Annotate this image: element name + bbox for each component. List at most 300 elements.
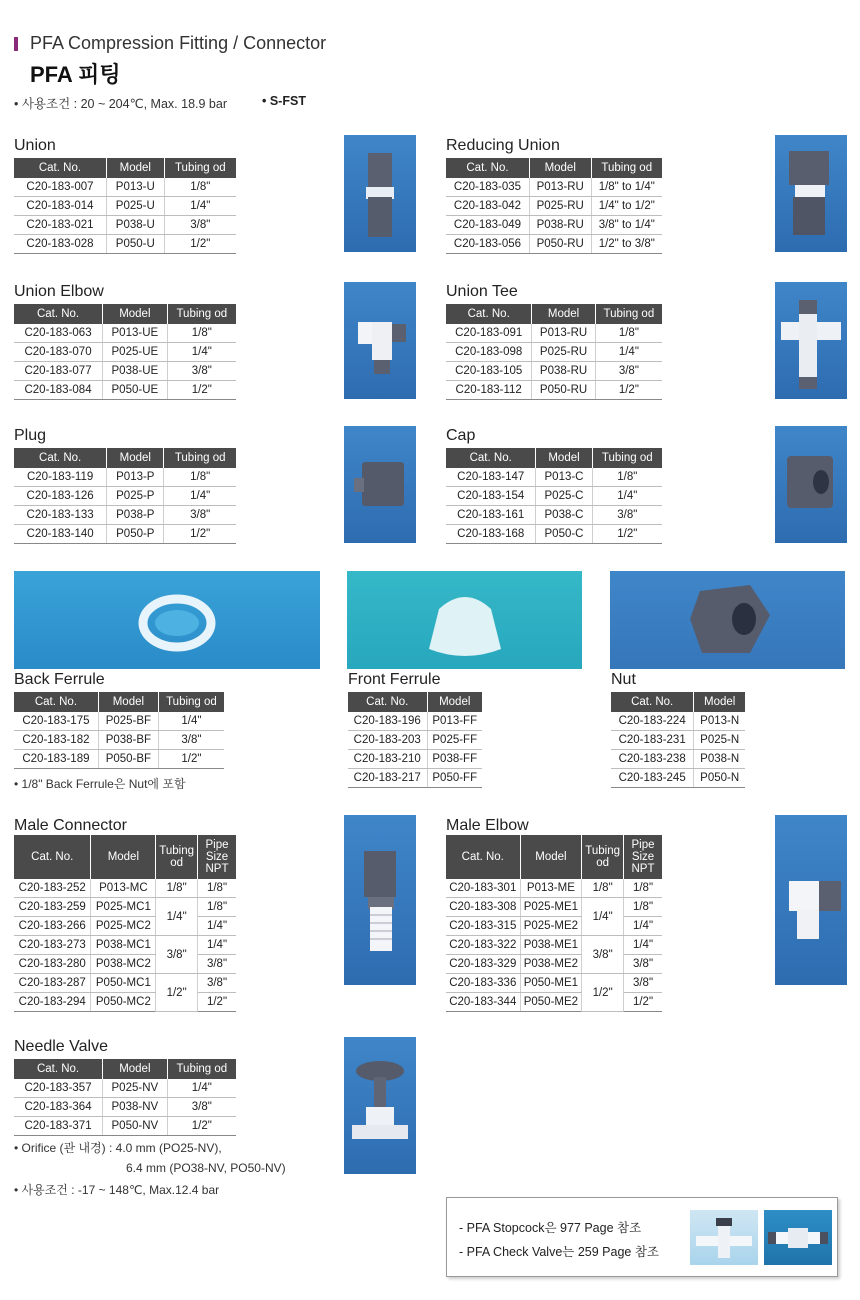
table-row xyxy=(446,178,662,197)
table-row xyxy=(14,362,236,381)
table-cell: P025-C xyxy=(536,487,592,506)
table-cell: C20-183-322 xyxy=(446,936,520,955)
table-cell: P038-RU xyxy=(529,216,591,235)
table-cell: C20-183-364 xyxy=(14,1098,103,1117)
table-cell: C20-183-189 xyxy=(14,750,98,769)
table-cell: P050-ME1 xyxy=(520,974,582,993)
table-cell: P050-RU xyxy=(529,235,591,254)
table-cell: C20-183-182 xyxy=(14,731,98,750)
column-header: Cat. No. xyxy=(14,158,106,178)
table-cell: 1/2" xyxy=(167,381,236,400)
table-cell: 3/8" xyxy=(582,936,624,974)
table-cell: C20-183-259 xyxy=(14,898,91,917)
needle-valve-photo xyxy=(344,1037,416,1174)
table-cell: P013-N xyxy=(694,712,745,731)
union-tee-table xyxy=(446,304,662,400)
table-row xyxy=(14,898,236,917)
table-cell: C20-183-252 xyxy=(14,879,91,898)
table-row xyxy=(14,197,236,216)
table-cell: 1/4" xyxy=(582,898,624,936)
table-cell: 1/4" to 1/2" xyxy=(591,197,662,216)
table-header-row xyxy=(446,448,662,468)
table-row xyxy=(14,1079,236,1098)
table-row xyxy=(446,525,662,544)
table-cell: P038-ME1 xyxy=(520,936,582,955)
male-elbow-title: Male Elbow xyxy=(446,817,529,834)
table-header-row xyxy=(348,692,482,712)
table-cell: 1/4" xyxy=(156,898,198,936)
table-cell: C20-183-049 xyxy=(446,216,529,235)
table-cell: C20-183-126 xyxy=(14,487,107,506)
table-header-row xyxy=(611,692,745,712)
table-cell: P013-RU xyxy=(529,178,591,197)
table-cell: 1/2" xyxy=(198,993,237,1012)
back-ferrule-note: • 1/8" Back Ferrule은 Nut에 포함 xyxy=(14,777,186,791)
table-cell: P013-C xyxy=(536,468,592,487)
table-row xyxy=(446,936,662,955)
table-cell: P013-MC xyxy=(91,879,156,898)
table-row xyxy=(14,324,236,343)
reference-box xyxy=(446,1197,838,1277)
table-row xyxy=(446,974,662,993)
table-row xyxy=(446,917,662,936)
table-row xyxy=(446,879,662,898)
table-cell: 3/8" xyxy=(158,731,224,750)
table-cell: 3/8" xyxy=(624,974,663,993)
table-cell: P050-P xyxy=(107,525,164,544)
table-row xyxy=(611,750,745,769)
needle-valve-orifice-note-2: 6.4 mm (PO38-NV, PO50-NV) xyxy=(126,1161,286,1175)
table-cell: P038-N xyxy=(694,750,745,769)
column-header: Tubing od xyxy=(164,448,236,468)
table-cell: P013-P xyxy=(107,468,164,487)
nut-photo xyxy=(610,571,845,669)
table-cell: 3/8" xyxy=(167,1098,236,1117)
table-cell: P038-MC2 xyxy=(91,955,156,974)
table-row xyxy=(446,197,662,216)
table-row xyxy=(14,1098,236,1117)
table-cell: C20-183-238 xyxy=(611,750,694,769)
table-cell: P050-BF xyxy=(98,750,158,769)
table-cell: 1/2" xyxy=(158,750,224,769)
table-cell: 3/8" xyxy=(167,362,236,381)
table-cell: C20-183-266 xyxy=(14,917,91,936)
table-cell: 1/4" xyxy=(164,487,236,506)
table-cell: P050-ME2 xyxy=(520,993,582,1012)
table-row xyxy=(14,712,224,731)
table-cell: C20-183-196 xyxy=(348,712,427,731)
table-row xyxy=(14,879,236,898)
column-header: Model xyxy=(529,158,591,178)
table-cell: 1/2" xyxy=(164,235,236,254)
table-row xyxy=(348,750,482,769)
table-row xyxy=(446,506,662,525)
table-row xyxy=(611,731,745,750)
table-row xyxy=(14,216,236,235)
stopcock-reference: - PFA Stopcock은 977 Page 참조 xyxy=(459,1221,642,1235)
union-elbow-title: Union Elbow xyxy=(14,283,104,300)
union-elbow-table xyxy=(14,304,236,400)
table-cell: P038-U xyxy=(106,216,164,235)
table-cell: P038-BF xyxy=(98,731,158,750)
table-cell: 1/8" xyxy=(156,879,198,898)
column-header: Cat. No. xyxy=(446,304,532,324)
plug-table xyxy=(14,448,236,544)
column-header: Cat. No. xyxy=(446,835,520,879)
table-cell: C20-183-035 xyxy=(446,178,529,197)
table-cell: P013-U xyxy=(106,178,164,197)
table-row xyxy=(14,731,224,750)
union-table xyxy=(14,158,236,254)
table-cell: C20-183-344 xyxy=(446,993,520,1012)
table-row xyxy=(446,468,662,487)
table-cell: P013-FF xyxy=(427,712,482,731)
male-connector-title: Male Connector xyxy=(14,817,127,834)
table-cell: 1/2" xyxy=(592,525,662,544)
back-ferrule-photo xyxy=(14,571,320,669)
table-row xyxy=(446,955,662,974)
table-cell: 1/4" xyxy=(167,1079,236,1098)
table-header-row xyxy=(14,448,236,468)
table-cell: 1/8" xyxy=(624,879,663,898)
table-cell: 3/8" xyxy=(156,936,198,974)
table-cell: C20-183-203 xyxy=(348,731,427,750)
column-header: Cat. No. xyxy=(14,692,98,712)
needle-valve-orifice-note: • Orifice (관 내경) : 4.0 mm (PO25-NV), xyxy=(14,1141,222,1155)
check-valve-photo xyxy=(764,1210,832,1265)
table-cell: P038-MC1 xyxy=(91,936,156,955)
table-row xyxy=(14,1117,236,1136)
table-cell: P038-FF xyxy=(427,750,482,769)
table-row xyxy=(14,381,236,400)
table-row xyxy=(446,235,662,254)
table-cell: C20-183-042 xyxy=(446,197,529,216)
table-row xyxy=(14,750,224,769)
column-header: Cat. No. xyxy=(14,835,91,879)
table-row xyxy=(14,525,236,544)
table-cell: 1/2" to 3/8" xyxy=(591,235,662,254)
table-cell: P050-NV xyxy=(103,1117,168,1136)
table-header-row xyxy=(14,304,236,324)
table-cell: C20-183-301 xyxy=(446,879,520,898)
table-cell: 3/8" xyxy=(592,506,662,525)
nut-table xyxy=(611,692,745,788)
column-header: Pipe Size NPT xyxy=(198,835,237,879)
stopcock-photo xyxy=(690,1210,758,1265)
table-cell: P025-MC1 xyxy=(91,898,156,917)
column-header: Tubing od xyxy=(592,448,662,468)
table-row xyxy=(348,731,482,750)
table-cell: C20-183-357 xyxy=(14,1079,103,1098)
column-header: Model xyxy=(536,448,592,468)
male-connector-table xyxy=(14,835,236,1012)
column-header: Cat. No. xyxy=(14,1059,103,1079)
table-cell: C20-183-245 xyxy=(611,769,694,788)
table-row xyxy=(446,993,662,1012)
reducing-union-photo xyxy=(775,135,847,252)
cap-photo xyxy=(775,426,847,543)
column-header: Pipe Size NPT xyxy=(624,835,663,879)
page-title-en: PFA Compression Fitting / Connector xyxy=(30,33,327,53)
column-header: Tubing od xyxy=(156,835,198,879)
table-row xyxy=(14,936,236,955)
table-cell: 1/2" xyxy=(595,381,662,400)
table-cell: C20-183-119 xyxy=(14,468,107,487)
table-cell: C20-183-175 xyxy=(14,712,98,731)
table-cell: P025-FF xyxy=(427,731,482,750)
column-header: Model xyxy=(91,835,156,879)
table-cell: C20-183-224 xyxy=(611,712,694,731)
table-cell: 3/8" xyxy=(198,974,237,993)
column-header: Model xyxy=(532,304,595,324)
table-header-row xyxy=(14,835,236,879)
table-cell: P025-NV xyxy=(103,1079,168,1098)
table-cell: 1/2" xyxy=(167,1117,236,1136)
male-elbow-photo xyxy=(775,815,847,985)
table-cell: 1/2" xyxy=(582,974,624,1012)
table-cell: 1/8" xyxy=(582,879,624,898)
table-header-row xyxy=(14,1059,236,1079)
table-cell: C20-183-140 xyxy=(14,525,107,544)
table-cell: 1/8" xyxy=(164,468,236,487)
table-cell: P025-RU xyxy=(529,197,591,216)
table-row xyxy=(446,362,662,381)
table-cell: 1/4" xyxy=(592,487,662,506)
cap-table xyxy=(446,448,662,544)
table-cell: 3/8" xyxy=(164,506,236,525)
table-cell: 1/8" xyxy=(592,468,662,487)
table-cell: P025-UE xyxy=(103,343,168,362)
table-cell: 1/8" xyxy=(198,898,237,917)
table-cell: C20-183-133 xyxy=(14,506,107,525)
table-row xyxy=(446,343,662,362)
table-cell: C20-183-112 xyxy=(446,381,532,400)
table-cell: P025-BF xyxy=(98,712,158,731)
nut-title: Nut xyxy=(611,671,636,688)
table-cell: P038-UE xyxy=(103,362,168,381)
table-row xyxy=(446,487,662,506)
table-cell: P038-P xyxy=(107,506,164,525)
table-cell: C20-183-287 xyxy=(14,974,91,993)
table-cell: C20-183-063 xyxy=(14,324,103,343)
table-row xyxy=(446,324,662,343)
table-cell: P050-UE xyxy=(103,381,168,400)
table-cell: P050-C xyxy=(536,525,592,544)
table-row xyxy=(14,974,236,993)
union-title: Union xyxy=(14,137,56,154)
column-header: Tubing od xyxy=(167,1059,236,1079)
plug-title: Plug xyxy=(14,427,47,444)
table-cell: P025-RU xyxy=(532,343,595,362)
table-header-row xyxy=(14,158,236,178)
table-cell: C20-183-329 xyxy=(446,955,520,974)
column-header: Cat. No. xyxy=(446,158,529,178)
table-header-row xyxy=(446,158,662,178)
table-cell: C20-183-154 xyxy=(446,487,536,506)
table-cell: P050-RU xyxy=(532,381,595,400)
column-header: Tubing od xyxy=(167,304,236,324)
table-cell: C20-183-084 xyxy=(14,381,103,400)
table-cell: 1/8" xyxy=(595,324,662,343)
table-cell: C20-183-028 xyxy=(14,235,106,254)
table-row xyxy=(14,235,236,254)
column-header: Model xyxy=(520,835,582,879)
column-header: Cat. No. xyxy=(446,448,536,468)
table-cell: C20-183-077 xyxy=(14,362,103,381)
usage-condition: • 사용조건 : 20 ~ 204℃, Max. 18.9 bar xyxy=(14,97,227,111)
table-cell: 1/4" xyxy=(595,343,662,362)
table-cell: C20-183-280 xyxy=(14,955,91,974)
table-header-row xyxy=(14,692,224,712)
page-title-ko: PFA 피팅 xyxy=(30,62,121,87)
column-header: Tubing od xyxy=(591,158,662,178)
table-cell: P050-U xyxy=(106,235,164,254)
union-tee-title: Union Tee xyxy=(446,283,518,300)
table-header-row xyxy=(446,304,662,324)
table-cell: P025-P xyxy=(107,487,164,506)
table-cell: C20-183-217 xyxy=(348,769,427,788)
male-elbow-table xyxy=(446,835,662,1012)
table-cell: 1/8" to 1/4" xyxy=(591,178,662,197)
front-ferrule-table xyxy=(348,692,482,788)
table-header-row xyxy=(446,835,662,879)
table-row xyxy=(446,216,662,235)
table-cell: C20-183-161 xyxy=(446,506,536,525)
table-cell: 1/8" xyxy=(624,898,663,917)
series-label: • S-FST xyxy=(262,94,306,108)
needle-valve-condition-note: • 사용조건 : -17 ~ 148℃, Max.12.4 bar xyxy=(14,1183,220,1197)
table-cell: 1/4" xyxy=(164,197,236,216)
table-cell: P038-ME2 xyxy=(520,955,582,974)
table-row xyxy=(14,955,236,974)
table-cell: C20-183-098 xyxy=(446,343,532,362)
table-cell: 1/2" xyxy=(156,974,198,1012)
column-header: Model xyxy=(106,158,164,178)
table-cell: C20-183-091 xyxy=(446,324,532,343)
table-row xyxy=(446,381,662,400)
table-cell: 1/4" xyxy=(167,343,236,362)
table-cell: C20-183-007 xyxy=(14,178,106,197)
table-cell: C20-183-021 xyxy=(14,216,106,235)
table-cell: C20-183-056 xyxy=(446,235,529,254)
column-header: Model xyxy=(103,1059,168,1079)
cap-title: Cap xyxy=(446,427,476,444)
table-cell: 1/4" xyxy=(624,936,663,955)
table-row xyxy=(14,917,236,936)
table-cell: C20-183-210 xyxy=(348,750,427,769)
title-accent-bar xyxy=(14,37,18,51)
table-cell: 3/8" xyxy=(164,216,236,235)
table-cell: 1/8" xyxy=(198,879,237,898)
table-cell: 1/2" xyxy=(624,993,663,1012)
male-connector-photo xyxy=(344,815,416,985)
table-cell: P025-ME1 xyxy=(520,898,582,917)
table-cell: P050-MC1 xyxy=(91,974,156,993)
front-ferrule-title: Front Ferrule xyxy=(348,671,441,688)
table-row xyxy=(14,487,236,506)
table-row xyxy=(348,712,482,731)
table-row xyxy=(14,178,236,197)
column-header: Model xyxy=(694,692,745,712)
table-cell: C20-183-147 xyxy=(446,468,536,487)
table-cell: P038-RU xyxy=(532,362,595,381)
column-header: Model xyxy=(427,692,482,712)
table-cell: P013-RU xyxy=(532,324,595,343)
table-cell: C20-183-168 xyxy=(446,525,536,544)
table-cell: C20-183-315 xyxy=(446,917,520,936)
table-cell: 1/4" xyxy=(624,917,663,936)
table-cell: 1/8" xyxy=(167,324,236,343)
table-cell: C20-183-308 xyxy=(446,898,520,917)
column-header: Model xyxy=(107,448,164,468)
table-cell: P013-UE xyxy=(103,324,168,343)
table-cell: 1/4" xyxy=(158,712,224,731)
table-row xyxy=(14,343,236,362)
table-cell: P025-ME2 xyxy=(520,917,582,936)
table-row xyxy=(611,712,745,731)
table-row xyxy=(14,993,236,1012)
table-row xyxy=(14,506,236,525)
table-cell: C20-183-273 xyxy=(14,936,91,955)
table-cell: P013-ME xyxy=(520,879,582,898)
table-cell: C20-183-105 xyxy=(446,362,532,381)
table-cell: C20-183-070 xyxy=(14,343,103,362)
table-row xyxy=(348,769,482,788)
union-tee-photo xyxy=(775,282,847,399)
table-cell: 3/8" xyxy=(198,955,237,974)
plug-photo xyxy=(344,426,416,543)
needle-valve-title: Needle Valve xyxy=(14,1038,108,1055)
front-ferrule-photo xyxy=(347,571,582,669)
reducing-union-title: Reducing Union xyxy=(446,137,560,154)
back-ferrule-title: Back Ferrule xyxy=(14,671,105,688)
table-cell: C20-183-371 xyxy=(14,1117,103,1136)
reducing-union-table xyxy=(446,158,662,254)
table-cell: P050-N xyxy=(694,769,745,788)
column-header: Tubing od xyxy=(582,835,624,879)
table-cell: 3/8" xyxy=(595,362,662,381)
table-cell: C20-183-231 xyxy=(611,731,694,750)
column-header: Tubing od xyxy=(164,158,236,178)
back-ferrule-table xyxy=(14,692,224,769)
check-valve-reference: - PFA Check Valve는 259 Page 참조 xyxy=(459,1245,659,1259)
table-cell: 1/4" xyxy=(198,936,237,955)
column-header: Tubing od xyxy=(158,692,224,712)
column-header: Cat. No. xyxy=(14,448,107,468)
table-cell: 1/2" xyxy=(164,525,236,544)
table-cell: P050-MC2 xyxy=(91,993,156,1012)
table-cell: P038-NV xyxy=(103,1098,168,1117)
table-cell: P025-U xyxy=(106,197,164,216)
union-photo xyxy=(344,135,416,252)
table-cell: P025-MC2 xyxy=(91,917,156,936)
column-header: Cat. No. xyxy=(348,692,427,712)
table-cell: C20-183-294 xyxy=(14,993,91,1012)
table-cell: P050-FF xyxy=(427,769,482,788)
table-cell: 3/8" to 1/4" xyxy=(591,216,662,235)
union-elbow-photo xyxy=(344,282,416,399)
column-header: Model xyxy=(98,692,158,712)
table-row xyxy=(446,898,662,917)
table-cell: C20-183-336 xyxy=(446,974,520,993)
table-cell: 1/4" xyxy=(198,917,237,936)
table-cell: 3/8" xyxy=(624,955,663,974)
table-cell: P038-C xyxy=(536,506,592,525)
table-cell: C20-183-014 xyxy=(14,197,106,216)
column-header: Model xyxy=(103,304,168,324)
needle-valve-table xyxy=(14,1059,236,1136)
column-header: Cat. No. xyxy=(611,692,694,712)
